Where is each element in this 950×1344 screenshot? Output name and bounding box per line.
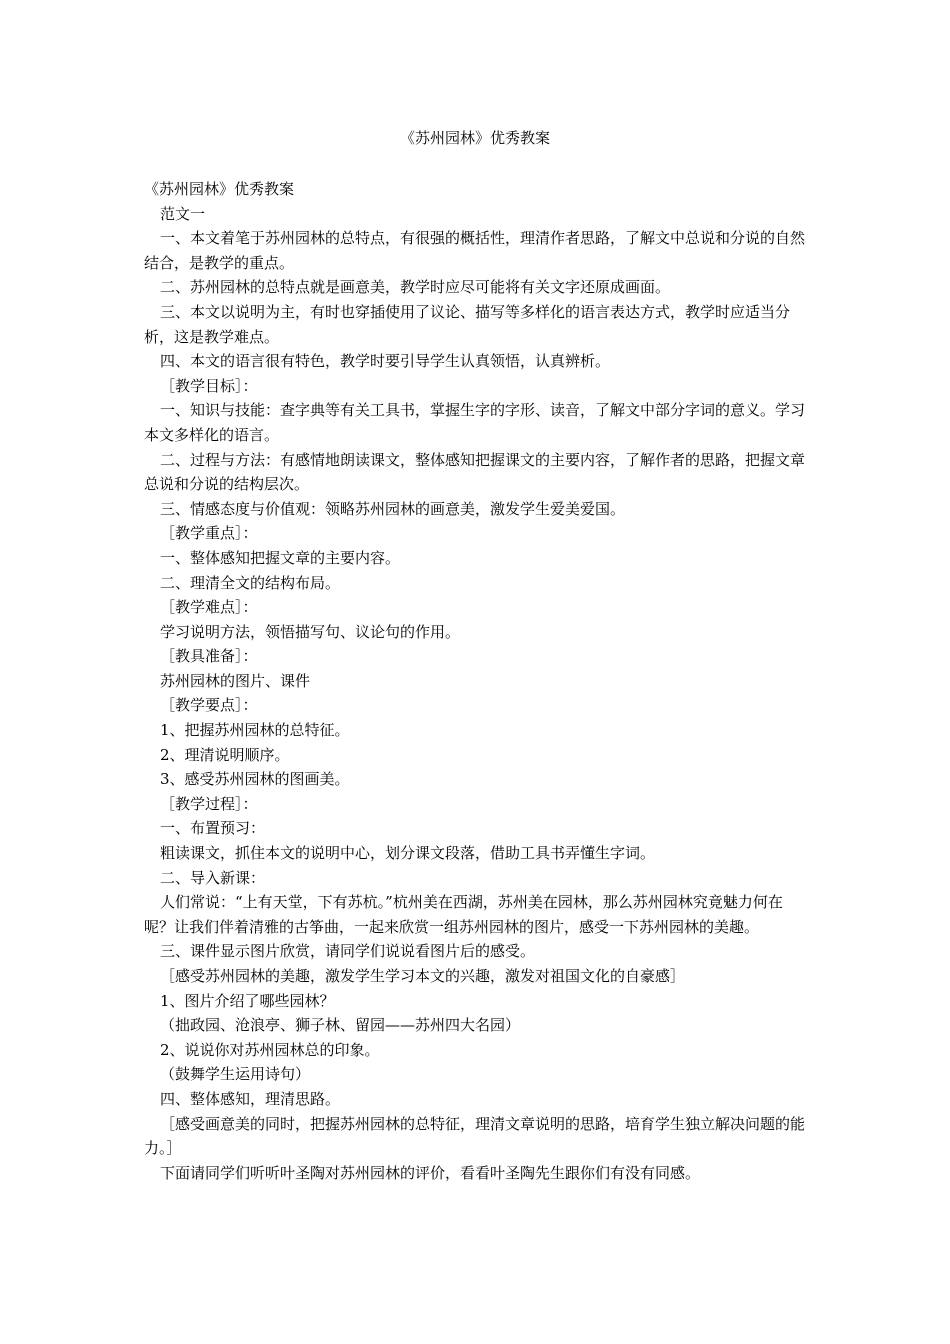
paragraph: 1、把握苏州园林的总特征。: [160, 721, 350, 740]
paragraph: 2、理清说明顺序。: [160, 745, 290, 764]
paragraph: 三、本文以说明为主，有时也穿插使用了议论、描写等多样化的语言表达方式，教学时应适当分析，这是教学难点。: [144, 302, 791, 346]
paragraph: 3、感受苏州园林的图画美。: [160, 770, 350, 789]
paragraph: 一、整体感知把握文章的主要内容。: [160, 548, 401, 567]
paragraph: 三、情感态度与价值观：领略苏州园林的画意美，激发学生爱美爱国。: [160, 499, 626, 518]
paragraph: 二、苏州园林的总特点就是画意美，教学时应尽可能将有关文字还原成画面。: [160, 278, 671, 297]
paragraph: 《苏州园林》优秀教案: [144, 180, 295, 198]
paragraph: 二、过程与方法：有感情地朗读课文，整体感知把握课文的主要内容，了解作者的思路，把握文章总说和分说的结构层次。: [144, 450, 806, 494]
paragraph: 1、图片介绍了哪些园林？: [160, 991, 335, 1010]
paragraph: 2、说说你对苏州园林总的印象。: [160, 1040, 380, 1059]
paragraph: 四、本文的语言很有特色，教学时要引导学生认真领悟，认真辨析。: [160, 352, 611, 371]
page-title: 《苏州园林》优秀教案: [399, 129, 550, 147]
paragraph: ［教学难点］：: [160, 598, 258, 617]
paragraph: ［教学要点］：: [160, 696, 258, 715]
paragraph: 二、导入新课：: [160, 868, 266, 887]
paragraph: （拙政园、沧浪亭、狮子林、留园——苏州四大名园）: [160, 1016, 521, 1035]
paragraph: 下面请同学们听听叶圣陶对苏州园林的评价，看看叶圣陶先生跟你们有没有同感。: [160, 1163, 701, 1182]
paragraph: 一、布置预习：: [160, 819, 266, 838]
paragraph: ［感受苏州园林的美趣，激发学生学习本文的兴趣，激发对祖国文化的自豪感］: [160, 967, 686, 985]
paragraph: （鼓舞学生运用诗句）: [160, 1065, 311, 1084]
paragraph: 一、知识与技能：查字典等有关工具书，掌握生字的字形、读音，了解文中部分字词的意义。学习本文多样化的语言。: [144, 401, 806, 444]
paragraph: 学习说明方法，领悟描写句、议论句的作用。: [160, 622, 461, 641]
paragraph: ［教学目标］：: [160, 376, 258, 395]
paragraph: 一、本文着笔于苏州园林的总特点，有很强的概括性，理清作者思路，了解文中总说和分说的自然结合，是教学的重点。: [144, 229, 806, 272]
document-body: [144, 177, 812, 1185]
paragraph: 范文一: [160, 204, 206, 223]
paragraph: 粗读课文，抓住本文的说明中心，划分课文段落，借助工具书弄懂生字词。: [160, 844, 656, 863]
paragraph: 四、整体感知，理清思路。: [160, 1089, 341, 1108]
paragraph: ［感受画意美的同时，把握苏州园林的总特征，理清文章说明的思路，培育学生独立解决问题的能力。］: [144, 1114, 806, 1158]
paragraph: 苏州园林的图片、课件: [160, 671, 311, 690]
paragraph: 人们常说：“上有天堂，下有苏杭。”杭州美在西湖，苏州美在园林，那么苏州园林究竟魅力何在呢？让我们伴着清雅的古筝曲，一起来欣赏一组苏州园林的图片，感受一下苏州园林的美趣。: [144, 893, 783, 936]
paragraph: ［教具准备］：: [160, 647, 258, 666]
paragraph: 二、理清全文的结构布局。: [160, 573, 341, 592]
paragraph: 三、课件显示图片欣赏，请同学们说说看图片后的感受。: [160, 942, 536, 961]
paragraph: ［教学过程］：: [160, 794, 258, 813]
paragraph: ［教学重点］：: [160, 524, 258, 543]
